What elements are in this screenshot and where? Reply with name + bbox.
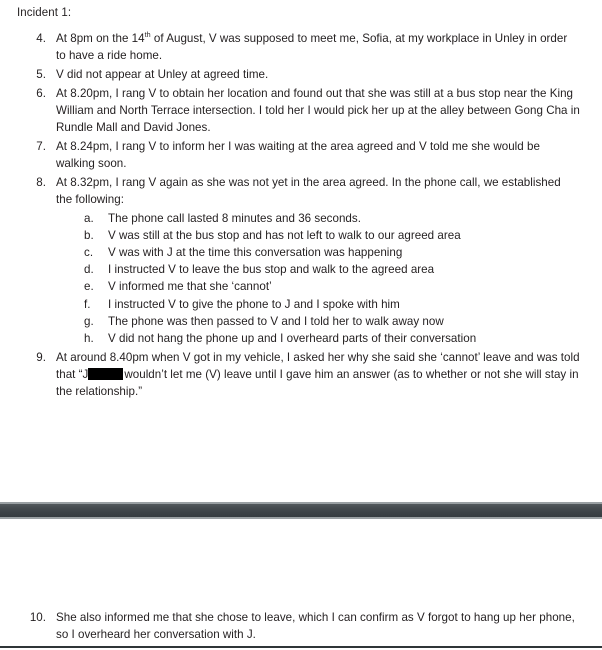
sub-list-item-text: The phone call lasted 8 minutes and 36 seconds. bbox=[108, 211, 361, 225]
list-item-text: At 8.20pm, I rang V to obtain her location and found out that she was still at a bus stop near the King William and North Terrace intersection. I told her I would pick her up at the alley between Gong Cha in Rundle Mall and David Jones. bbox=[56, 86, 580, 135]
numbered-list bbox=[0, 30, 602, 402]
sub-list-item-letter: e. bbox=[84, 280, 94, 294]
lettered-sub-list bbox=[0, 210, 602, 348]
sub-list-item-text: V was with J at the time this conversation was happening bbox=[108, 245, 403, 259]
continued-list bbox=[0, 609, 602, 645]
sub-list-item-text: V did not hang the phone up and I overheard parts of their conversation bbox=[108, 331, 477, 345]
list-item-number: 4. bbox=[36, 32, 46, 45]
ordinal-suffix: th bbox=[144, 30, 151, 40]
list-item-number: 7. bbox=[36, 139, 46, 153]
sub-list-item-letter: g. bbox=[84, 314, 94, 328]
separator-core bbox=[0, 504, 602, 517]
list-item bbox=[0, 85, 602, 137]
sub-list-item-letter: h. bbox=[84, 331, 94, 345]
list-item bbox=[0, 66, 602, 83]
list-item bbox=[0, 30, 602, 64]
sub-list-item bbox=[0, 244, 602, 261]
sub-list-item-text: V informed me that she ‘cannot’ bbox=[108, 280, 272, 294]
list-item bbox=[0, 138, 602, 172]
sub-list-item-letter: c. bbox=[84, 245, 94, 259]
list-item-text: V did not appear at Unley at agreed time. bbox=[56, 67, 269, 81]
page-break-separator bbox=[0, 502, 602, 519]
list-item bbox=[0, 609, 602, 643]
list-item-number: 9. bbox=[36, 350, 46, 364]
sub-list-item-letter: a. bbox=[84, 211, 94, 225]
list-item-number: 5. bbox=[36, 67, 46, 81]
list-item-text bbox=[56, 349, 580, 401]
sub-list-item bbox=[0, 313, 602, 330]
list-item-text-part: wouldn’t let me (V) leave until I gave him an answer (as to whether or not she will stay in the relationship.” bbox=[56, 367, 579, 399]
list-item-text-part: At 8pm on the 14 bbox=[56, 32, 145, 45]
sub-list-item bbox=[0, 278, 602, 295]
list-item-text: She also informed me that she chose to leave, which I can confirm as V forgot to hang up her phone, so I overheard her conversation with J. bbox=[56, 611, 575, 642]
list-item bbox=[0, 174, 602, 208]
sub-list-item-text: The phone was then passed to V and I told her to walk away now bbox=[108, 314, 444, 328]
sub-list-item bbox=[0, 227, 602, 244]
sub-list-item bbox=[0, 210, 602, 227]
redaction-bar bbox=[88, 368, 123, 380]
sub-list-item bbox=[0, 261, 602, 278]
list-item-number: 8. bbox=[36, 175, 46, 189]
sub-list-item-letter: b. bbox=[84, 228, 94, 242]
list-item-text bbox=[56, 30, 580, 64]
sub-list-item-text: V was still at the bus stop and has not left to walk to our agreed area bbox=[108, 228, 461, 242]
list-item-number: 10. bbox=[29, 611, 46, 624]
page-title: Incident 1: bbox=[17, 7, 72, 19]
sub-list-item bbox=[0, 330, 602, 347]
bottom-rule bbox=[0, 646, 602, 648]
list-item-text: At 8.32pm, I rang V again as she was not yet in the area agreed. In the phone call, we established the following: bbox=[56, 175, 561, 206]
list-item-text: At 8.24pm, I rang V to inform her I was waiting at the area agreed and V told me she would be walking soon. bbox=[56, 139, 540, 170]
sub-list-item-text: I instructed V to give the phone to J and I spoke with him bbox=[108, 297, 400, 311]
list-item-text-part: of August, V was supposed to meet me, Sofia, at my workplace in Unley in order to have a ride home. bbox=[56, 32, 568, 63]
sub-list-item-letter: d. bbox=[84, 263, 94, 277]
separator-edge-bottom bbox=[0, 517, 602, 519]
sub-list-item-letter: f. bbox=[84, 297, 91, 311]
sub-list-item bbox=[0, 296, 602, 313]
list-item-text-part: At around 8.40pm when V got in my vehicle, I asked her why she said she ‘cannot’ leave and was told that “J bbox=[56, 350, 580, 381]
list-item-number: 6. bbox=[36, 86, 46, 100]
sub-list-item-text: I instructed V to leave the bus stop and walk to the agreed area bbox=[108, 263, 435, 277]
list-item bbox=[0, 349, 602, 401]
